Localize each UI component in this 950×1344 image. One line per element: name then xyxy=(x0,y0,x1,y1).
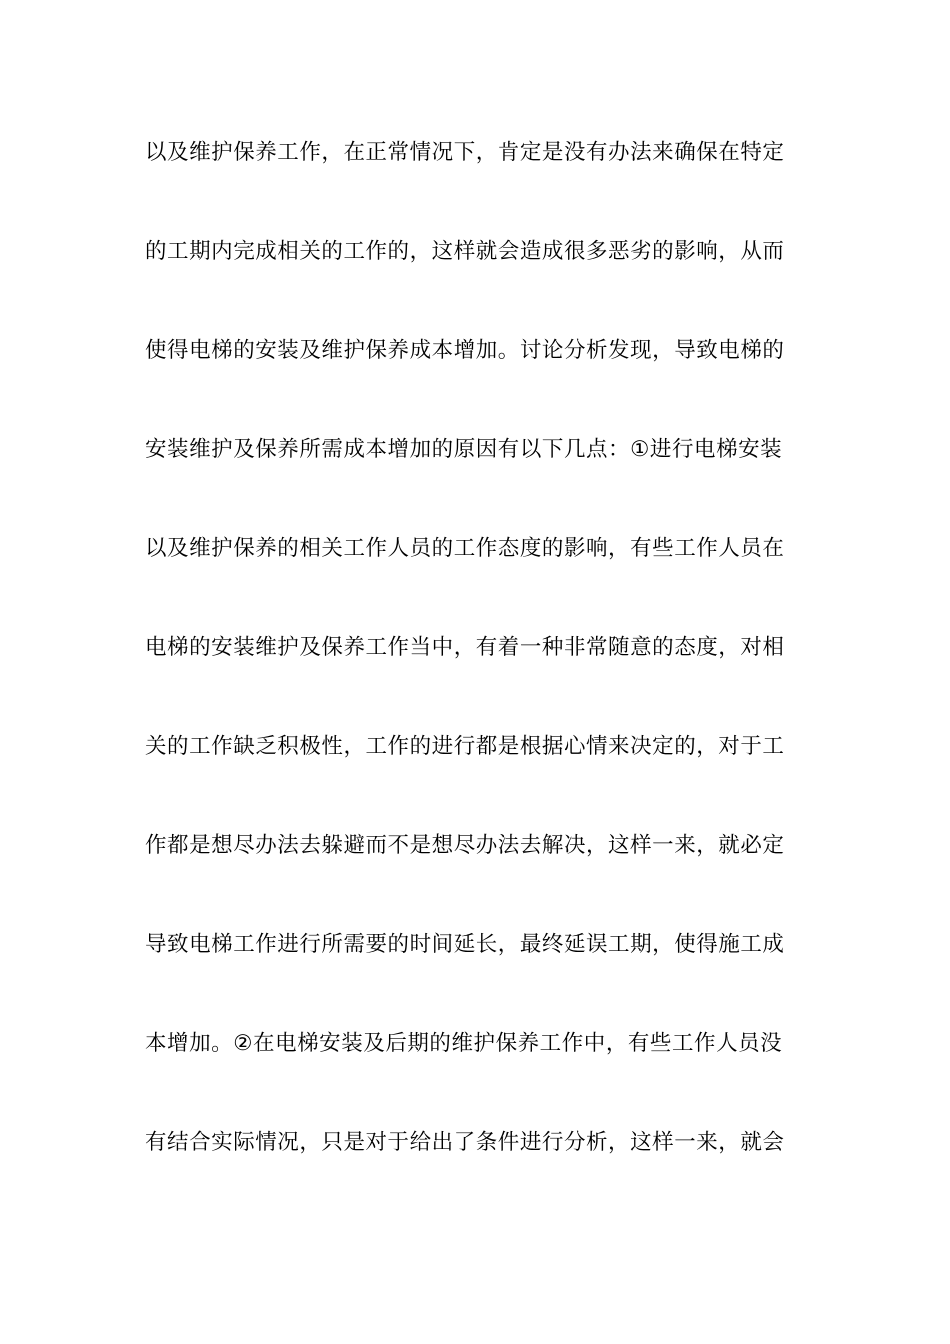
text-line: 安装维护及保养所需成本增加的原因有以下几点：①进行电梯安装 xyxy=(145,437,783,462)
text-line: 使得电梯的安装及维护保养成本增加。讨论分析发现，导致电梯的 xyxy=(145,338,785,363)
text-line: 本增加。②在电梯安装及后期的维护保养工作中，有些工作人员没 xyxy=(145,1031,783,1056)
text-line: 关的工作缺乏积极性，工作的进行都是根据心情来决定的，对于工 xyxy=(145,734,785,759)
text-line: 电梯的安装维护及保养工作当中，有着一种非常随意的态度，对相 xyxy=(145,635,785,660)
text-line: 作都是想尽办法去躲避而不是想尽办法去解决，这样一来，就必定 xyxy=(145,833,785,858)
text-line: 有结合实际情况，只是对于给出了条件进行分析，这样一来，就会 xyxy=(145,1130,785,1155)
text-line: 以及维护保养的相关工作人员的工作态度的影响，有些工作人员在 xyxy=(145,536,785,561)
text-line: 以及维护保养工作，在正常情况下，肯定是没有办法来确保在特定 xyxy=(145,140,785,165)
text-line: 导致电梯工作进行所需要的时间延长，最终延误工期，使得施工成 xyxy=(145,932,785,957)
text-line: 的工期内完成相关的工作的，这样就会造成很多恶劣的影响，从而 xyxy=(145,239,785,264)
body-paragraph xyxy=(145,128,807,1217)
